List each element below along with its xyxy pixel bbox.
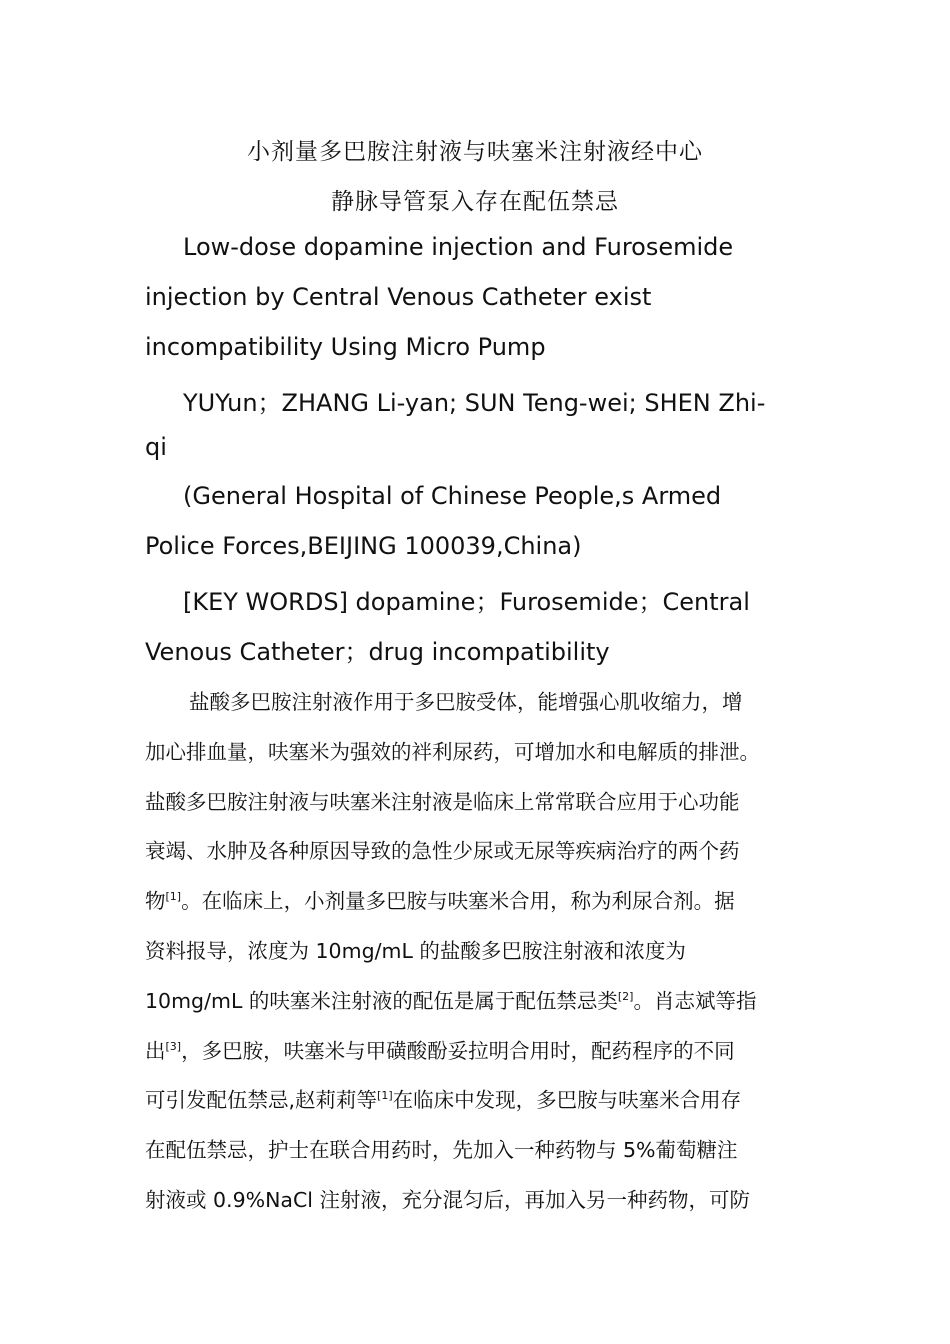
chinese-title-line-1: 小剂量多巴胺注射液与呋塞米注射液经中心: [247, 139, 703, 165]
body-line-10: 在配伍禁忌，护士在联合用药时，先加入一种药物与 5%葡萄糖注: [145, 1138, 738, 1162]
chinese-title-line-2: 静脉导管泵入存在配伍禁忌: [331, 189, 619, 215]
body-line-5-text-b: 。在临床上，小剂量多巴胺与呋塞米合用，称为利尿合剂。据: [181, 889, 735, 913]
body-line-11: 射液或 0.9%NaCl 注射液，充分混匀后，再加入另一种药物，可防: [145, 1188, 751, 1212]
body-line-3: 盐酸多巴胺注射液与呋塞米注射液是临床上常常联合应用于心功能: [145, 790, 740, 814]
body-line-8-text-a: 出: [145, 1039, 166, 1063]
body-line-4: 衰竭、水肿及各种原因导致的急性少尿或无尿等疾病治疗的两个药: [145, 839, 740, 863]
body-line-7: [145, 984, 825, 1014]
body-line-1: 盐酸多巴胺注射液作用于多巴胺受体，能增强心肌收缩力，增: [189, 690, 743, 714]
body-line-9-text-b: 在临床中发现，多巴胺与呋塞米合用存: [392, 1088, 742, 1112]
body-line-7-text-a: 10mg/mL 的呋塞米注射液的配伍是属于配伍禁忌类: [145, 989, 618, 1013]
citation-ref: [2]: [617, 990, 634, 1004]
affiliation-line-2: Police Forces,BEIJING 100039,China): [145, 532, 582, 560]
citation-ref: [1]: [165, 890, 182, 904]
citation-ref: [3]: [165, 1040, 182, 1054]
body-line-5: [145, 884, 825, 914]
body-line-7-text-b: 。肖志斌等指: [633, 989, 757, 1013]
keywords-line-2: Venous Catheter；drug incompatibility: [145, 638, 610, 666]
body-line-2: 加心排血量，呋塞米为强效的袢利尿药，可增加水和电解质的排泄。: [145, 740, 760, 764]
body-line-8-text-b: ，多巴胺，呋塞米与甲磺酸酚妥拉明合用时，配药程序的不同: [181, 1039, 735, 1063]
english-title-line-3: incompatibility Using Micro Pump: [145, 333, 546, 361]
english-title-line-1: Low-dose dopamine injection and Furosemide: [183, 233, 734, 261]
body-line-9-text-a: 可引发配伍禁忌,赵莉莉等: [145, 1088, 378, 1112]
english-title-line-2: injection by Central Venous Catheter exist: [145, 283, 652, 311]
authors-line-2: qi: [145, 433, 167, 461]
affiliation-line-1: (General Hospital of Chinese People,s Armed: [183, 482, 722, 510]
body-line-5-text-a: 物: [145, 889, 166, 913]
body-line-6: 资料报导，浓度为 10mg/mL 的盐酸多巴胺注射液和浓度为: [145, 939, 686, 963]
keywords-line-1: [KEY WORDS] dopamine；Furosemide；Central: [183, 588, 750, 616]
body-line-9: [145, 1083, 825, 1113]
citation-ref: [1]: [377, 1089, 393, 1103]
authors-line-1: YUYun；ZHANG Li-yan; SUN Teng-wei; SHEN Zhi-: [183, 389, 766, 417]
body-line-8: [145, 1034, 825, 1064]
